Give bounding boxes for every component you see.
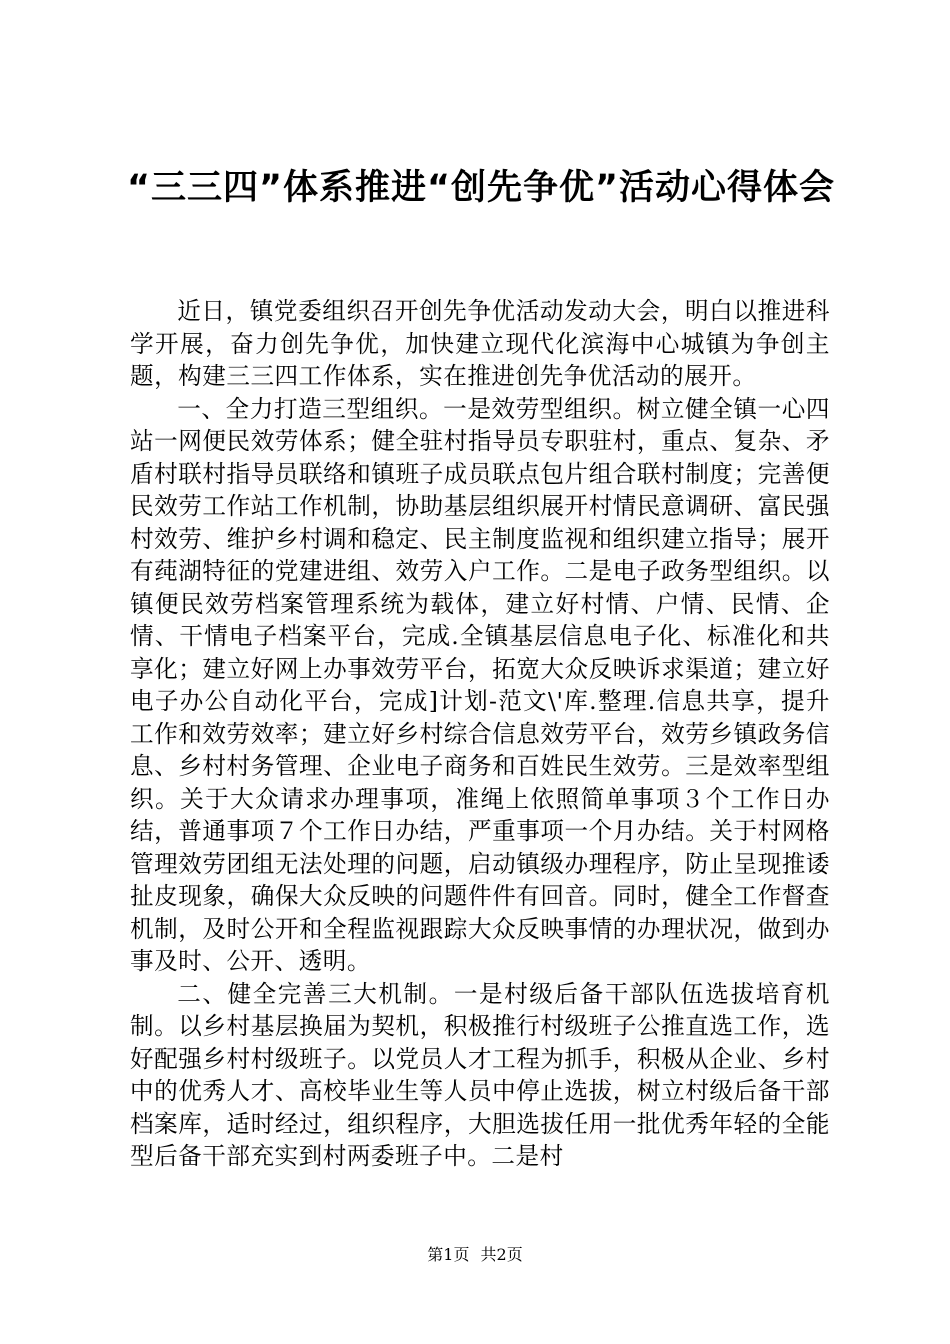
document-body bbox=[130, 295, 830, 1173]
paragraph-intro: 近日，镇党委组织召开创先争优活动发动大会，明白以推进科学开展，奋力创先争优，加快建立现代化滨海中心城镇为争创主题，构建三三四工作体系，实在推进创先争优活动的展开。 bbox=[130, 297, 830, 390]
page-total: 共2页 bbox=[480, 1245, 523, 1264]
paragraph-section-two: 二、健全完善三大机制。一是村级后备干部队伍选拔培育机制。以乡村基层换届为契机，积极推行村级班子公推直选工作，选好配强乡村村级班子。以党员人才工程为抓手，积极从企业、乡村中的优秀人才、高校毕业生等人员中停止选拔，树立村级后备干部档案库，适时经过，组织程序，大胆选拔任用一批优秀年轻的全能型后备干部充实到村两委班子中。二是村 bbox=[130, 979, 830, 1170]
page-footer bbox=[0, 1245, 950, 1265]
document-title: “三三四”体系推进“创先争优”活动心得体会 bbox=[126, 168, 835, 208]
page-number: 第1页 bbox=[427, 1245, 470, 1264]
paragraph-section-one: 一、全力打造三型组织。一是效劳型组织。树立健全镇一心四站一网便民效劳体系；健全驻村指导员专职驻村，重点、复杂、矛盾村联村指导员联络和镇班子成员联点包片组合联村制度；完善便民效劳工作站工作机制，协助基层组织展开村情民意调研、富民强村效劳、维护乡村调和稳定、民主制度监视和组织建立指导；展开有莼湖特征的党建进组、效劳入户工作。二是电子政务型组织。以镇便民效劳档案管理系统为载体，建立好村情、户情、民情、企情、干情电子档案平台，完成.全镇基层信息电子化、标准化和共享化；建立好网上办事效劳平台，拓宽大众反映诉求渠道；建立好电子办公自动化平台，完成]计划-范文\'库.整理.信息共享，提升工作和效劳效率；建立好乡村综合信息效劳平台，效劳乡镇政务信息、乡村村务管理、企业电子商务和百姓民生效劳。三是效率型组织。关于大众请求办理事项，准绳上依照简单事项３个工作日办结，普通事项７个工作日办结，严重事项一个月办结。关于村网格管理效劳团组无法处理的问题，启动镇级办理程序，防止呈现推诿扯皮现象，确保大众反映的问题件件有回音。同时，健全工作督查机制，及时公开和全程监视跟踪大众反映事情的办理状况，做到办事及时、公开、透明。 bbox=[130, 394, 830, 975]
